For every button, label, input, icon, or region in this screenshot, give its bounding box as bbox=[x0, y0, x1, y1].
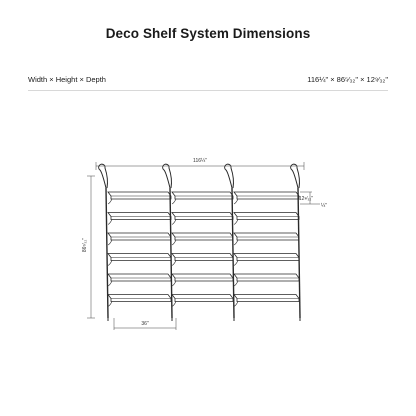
shelf-bracket bbox=[234, 261, 238, 266]
shelf bbox=[234, 295, 299, 302]
shelf bbox=[108, 274, 171, 281]
shelf-bracket bbox=[172, 199, 176, 204]
overall-width-label: 116¼" bbox=[193, 158, 207, 164]
shelf bbox=[234, 233, 299, 240]
shelf bbox=[172, 233, 233, 240]
post-hook bbox=[225, 164, 234, 188]
wall-post bbox=[106, 188, 108, 318]
shelf bbox=[234, 254, 299, 261]
shelf-bracket bbox=[108, 261, 112, 266]
shelf-bracket bbox=[234, 240, 238, 245]
shelf-bracket bbox=[234, 220, 238, 225]
shelf bbox=[172, 213, 233, 220]
shelf-bracket bbox=[172, 240, 176, 245]
shelf-group bbox=[108, 192, 299, 307]
shelf-bracket bbox=[234, 281, 238, 286]
shelf-bracket bbox=[108, 199, 112, 204]
shelf-bracket bbox=[108, 281, 112, 286]
shelf bbox=[172, 274, 233, 281]
shelf-bracket bbox=[234, 302, 238, 307]
shelf-bracket bbox=[234, 199, 238, 204]
shelf bbox=[108, 192, 171, 199]
shelf-bracket bbox=[172, 302, 176, 307]
shelf-bracket bbox=[172, 220, 176, 225]
bay-width-label: 36" bbox=[141, 321, 149, 327]
shelf bbox=[234, 213, 299, 220]
shelf-thickness-label: ¼" bbox=[321, 203, 327, 209]
shelf-bracket bbox=[172, 261, 176, 266]
shelf bbox=[108, 254, 171, 261]
shelf bbox=[234, 192, 299, 199]
page-title: Deco Shelf System Dimensions bbox=[105, 26, 311, 41]
shelf bbox=[108, 233, 171, 240]
shelf bbox=[172, 295, 233, 302]
shelf-bracket bbox=[108, 302, 112, 307]
dimension-lines bbox=[87, 162, 320, 330]
shelf bbox=[234, 274, 299, 281]
shelf-bracket bbox=[172, 281, 176, 286]
shelf bbox=[172, 254, 233, 261]
shelf bbox=[108, 213, 171, 220]
shelf bbox=[108, 295, 171, 302]
post-hook bbox=[291, 164, 300, 188]
shelf bbox=[172, 192, 233, 199]
shelf-bracket bbox=[108, 240, 112, 245]
shelf-bracket bbox=[108, 220, 112, 225]
overall-height-label: 86⁵⁄₃₂" bbox=[82, 237, 88, 253]
dimensions-value: 116¼" × 86⁵⁄₃₂" × 12⁹⁄₃₂" bbox=[307, 75, 388, 84]
post-hook bbox=[99, 164, 108, 188]
shelf-depth-label: 12⁹⁄₃₂" bbox=[298, 196, 314, 202]
dimensions-label: Width × Height × Depth bbox=[28, 75, 106, 84]
post-hook bbox=[163, 164, 172, 188]
